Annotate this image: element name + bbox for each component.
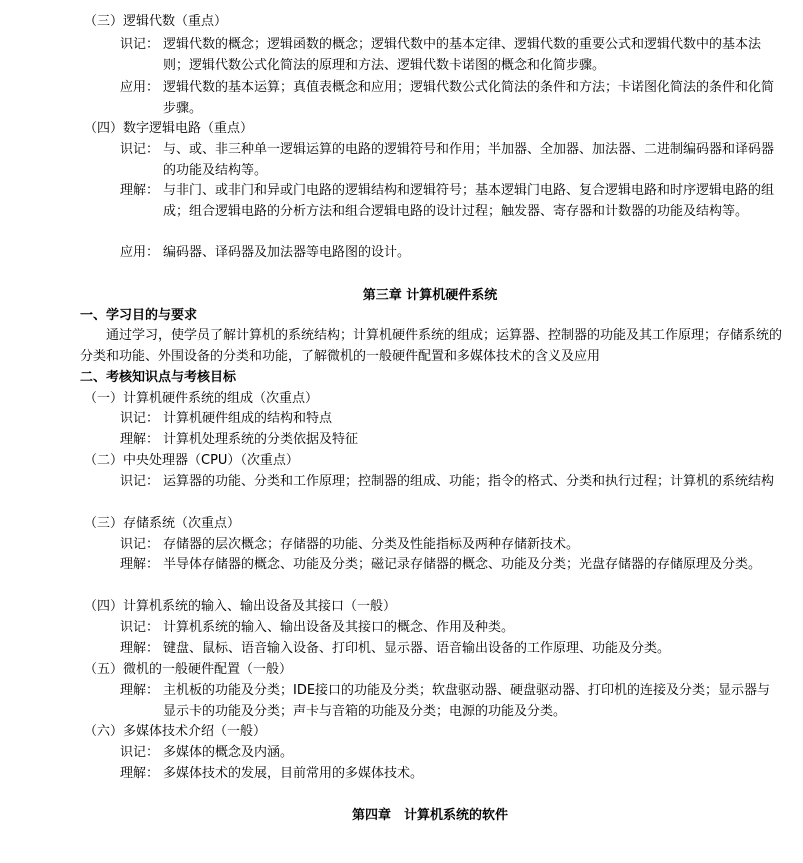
item-text: 计算机系统的输入、输出设备及其接口的概念、作用及种类。 [163,620,515,635]
item-label: 识记： [120,142,160,157]
section-title: （五）微机的一般硬件配置（一般） [84,662,293,677]
heading: 二、考核知识点与考核目标 [80,370,237,385]
paragraph: 通过学习，使学员了解计算机的系统结构；计算机硬件系统的组成；运算器、控制器的功能及其工作原理；存储系统的分类和功能、外围设备的分类和功能，了解微机的一般硬件配置和多媒体技术的含义及应用 [80,328,783,364]
item-label: 识记： [120,745,160,760]
section-title: （四）计算机系统的输入、输出设备及其接口（一般） [84,599,397,614]
item-label: 理解： [120,766,160,781]
item-text: 半导体存储器的概念、功能及分类；磁记录存储器的概念、功能及分类；光盘存储器的存储原理及分类。 [163,557,762,572]
heading: 一、学习目的与要求 [80,308,198,323]
section-title: （三）逻辑代数（重点） [84,14,228,29]
item-label: 理解： [120,183,160,198]
section-title: （六）多媒体技术介绍（一般） [84,724,267,739]
item-label: 识记： [120,411,160,426]
item-label: 应用： [120,80,160,95]
item-label: 应用： [120,245,160,260]
section-title: （二）中央处理器（CPU）（次重点） [84,453,299,468]
item-label: 理解： [120,432,160,447]
item-text: 多媒体技术的发展，目前常用的多媒体技术。 [163,766,424,781]
chapter-title: 第四章 计算机系统的软件 [351,808,508,823]
item-text: 主机板的功能及分类；IDE接口的功能及分类；软盘驱动器、硬盘驱动器、打印机的连接及分类；显示器与显示卡的功能及分类；声卡与音箱的功能及分类；电源的功能及分类。 [163,683,771,719]
item-text: 编码器、译码器及加法器等电路图的设计。 [163,245,411,260]
item-text: 多媒体的概念及内涵。 [163,745,294,760]
item-text: 键盘、鼠标、语音输入设备、打印机、显示器、语音输出设备的工作原理、功能及分类。 [163,641,671,656]
section-title: （一）计算机硬件系统的组成（次重点） [84,391,319,406]
item-text: 与、或、非三种单一逻辑运算的电路的逻辑符号和作用；半加器、全加器、加法器、二进制编码器和译码器的功能及结构等。 [163,142,775,178]
item-text: 计算机处理系统的分类依据及特征 [163,432,359,447]
item-label: 识记： [120,37,160,52]
item-text: 运算器的功能、分类和工作原理；控制器的组成、功能；指令的格式、分类和执行过程；计算机的系统结构 [163,474,775,489]
item-text: 与非门、或非门和异或门电路的逻辑结构和逻辑符号；基本逻辑门电路、复合逻辑电路和时序逻辑电路的组成；组合逻辑电路的分析方法和组合逻辑电路的设计过程；触发器、寄存器和计数器的功能及结构等。 [163,183,775,219]
item-text: 逻辑代数的基本运算；真值表概念和应用；逻辑代数公式化简法的条件和方法；卡诺图化简法的条件和化简步骤。 [163,80,775,116]
section-title: （三）存储系统（次重点） [84,516,241,531]
item-label: 理解： [120,683,160,698]
item-label: 识记： [120,474,160,489]
item-text: 存储器的层次概念；存储器的功能、分类及性能指标及两种存储新技术。 [163,537,580,552]
item-text: 计算机硬件组成的结构和特点 [163,411,333,426]
chapter-title: 第三章 计算机硬件系统 [362,288,498,303]
item-label: 理解： [120,641,160,656]
item-text: 逻辑代数的概念；逻辑函数的概念；逻辑代数中的基本定律、逻辑代数的重要公式和逻辑代数中的基本法则；逻辑代数公式化简法的原理和方法、逻辑代数卡诺图的概念和化简步骤。 [163,37,762,73]
item-label: 识记： [120,620,160,635]
item-label: 理解： [120,557,160,572]
item-label: 识记： [120,537,160,552]
section-title: （四）数字逻辑电路（重点） [84,121,254,136]
